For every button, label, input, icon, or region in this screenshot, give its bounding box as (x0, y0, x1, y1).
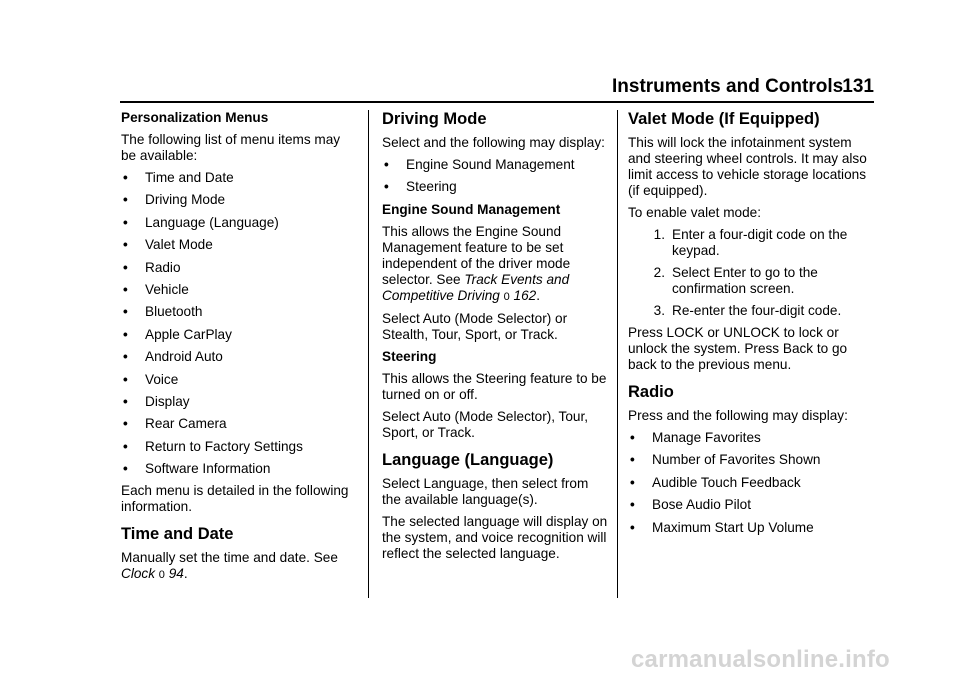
step-text: Enter a four-digit code on the keypad. (672, 227, 848, 258)
list-item-text: Time and Date (145, 170, 234, 185)
bullet-icon: • (123, 237, 128, 253)
language-heading: Language (Language) (382, 450, 554, 469)
list-item (628, 430, 878, 446)
bullet-icon: • (630, 430, 635, 445)
valet-steps-list (628, 227, 878, 319)
list-item-text: Maximum Start Up Volume (652, 519, 814, 535)
list-item (121, 282, 357, 298)
driving-mode-heading: Driving Mode (382, 110, 487, 128)
list-item-text: Number of Favorites Shown (652, 452, 821, 468)
driving-mode-list (382, 157, 608, 195)
list-item-text: Driving Mode (145, 192, 226, 208)
radio-items-list (628, 430, 878, 536)
list-item (121, 349, 357, 365)
bullet-icon: • (630, 497, 635, 513)
list-item-text: Bluetooth (145, 304, 203, 320)
time-date-text: Manually set the time and date. See Clock 0 94. (121, 550, 338, 582)
step-text: Re-enter the four-digit code. (672, 303, 842, 318)
bullet-icon: • (630, 474, 635, 490)
clock-link[interactable]: Clock 0 94 (121, 566, 184, 582)
driving-mode-intro: Select and the following may display: (382, 135, 605, 150)
list-item (628, 452, 878, 468)
list-item (382, 179, 608, 195)
esm-text: This allows the Engine Sound Management feature to be set independent of the driver mode selector. See Track Events and Competitive Driving 0 162. (382, 223, 571, 303)
list-item-text: Apple CarPlay (145, 326, 232, 342)
language-text: Select Language, then select from the available language(s). (382, 475, 589, 507)
valet-intro: To enable valet mode: (628, 205, 762, 220)
list-item-text: Return to Factory Settings (145, 438, 303, 454)
step-number: 3. (653, 303, 665, 318)
list-item-text: Valet Mode (145, 237, 213, 253)
list-item (121, 461, 357, 477)
header-rule (120, 101, 874, 103)
bullet-icon: • (384, 179, 389, 195)
bullet-icon: • (630, 519, 635, 535)
list-item-text: Display (145, 393, 190, 409)
step-number: 2. (653, 265, 665, 280)
list-item (121, 192, 357, 208)
list-item (628, 497, 878, 513)
section-title: Instruments and Controls (612, 76, 844, 97)
step-number: 1. (653, 227, 665, 242)
bullet-icon: • (123, 461, 128, 477)
column-1 (121, 110, 357, 589)
list-item (628, 520, 878, 536)
column-3 (628, 110, 878, 542)
bullet-icon: • (123, 170, 128, 185)
valet-heading: Valet Mode (If Equipped) (628, 110, 820, 128)
menu-intro: The following list of menu items may be available: (121, 132, 341, 163)
list-item (121, 327, 357, 343)
menu-items-list (121, 170, 357, 477)
list-item-text: Bose Audio Pilot (652, 497, 751, 513)
list-item-text: Language (Language) (145, 214, 279, 230)
valet-text: This will lock the infotainment system and steering wheel controls. It may also limit access to vehicle storage locations (if equipped). (628, 135, 867, 198)
bullet-icon: • (384, 157, 389, 172)
list-item-text: Vehicle (145, 281, 189, 297)
time-date-heading: Time and Date (121, 525, 234, 544)
page-ref-icon: 0 (158, 569, 165, 582)
list-item (121, 372, 357, 388)
list-item (382, 157, 608, 173)
column-divider-1 (368, 110, 369, 598)
valet-outro: Press LOCK or UNLOCK to lock or unlock the system. Press Back to go back to the previous menu. (628, 325, 848, 372)
step-text: Select Enter to go to the confirmation screen. (672, 265, 818, 296)
page-ref-icon: 0 (503, 290, 510, 303)
track-events-link[interactable]: Track Events and Competitive Driving 0 162 (382, 271, 570, 303)
bullet-icon: • (123, 371, 128, 387)
list-item-text: Software Information (145, 461, 271, 477)
list-item-text: Audible Touch Feedback (652, 474, 801, 490)
steering-heading: Steering (382, 348, 437, 364)
list-item-text: Voice (145, 371, 179, 387)
list-item (121, 237, 357, 253)
esm-heading: Engine Sound Management (382, 201, 561, 217)
radio-heading: Radio (628, 383, 674, 401)
radio-intro: Press and the following may display: (628, 408, 848, 423)
list-item-text: Manage Favorites (652, 430, 761, 445)
language-text-2: The selected language will display on the system, and voice recognition will reflect the selected language. (382, 513, 608, 561)
watermark: carmanualsonline.info (631, 646, 890, 673)
bullet-icon: • (123, 393, 128, 409)
list-item-text: Engine Sound Management (406, 157, 575, 172)
list-item (121, 170, 357, 186)
page-number: 131 (842, 76, 874, 97)
column-2 (382, 110, 608, 568)
list-item (628, 475, 878, 491)
list-item (121, 304, 357, 320)
column-divider-2 (617, 110, 618, 598)
list-item-text: Android Auto (145, 349, 223, 365)
list-item (121, 215, 357, 231)
bullet-icon: • (123, 438, 128, 454)
list-item-text: Rear Camera (145, 416, 227, 432)
list-item (121, 260, 357, 276)
bullet-icon: • (630, 452, 635, 468)
steering-text: This allows the Steering feature to be turned on or off. (382, 370, 607, 402)
bullet-icon: • (123, 259, 128, 275)
personalization-menus-heading: Personalization Menus (121, 110, 269, 125)
esm-options: Select Auto (Mode Selector) or Stealth, Tour, Sport, or Track. (382, 310, 568, 342)
bullet-icon: • (123, 304, 128, 320)
bullet-icon: • (123, 349, 128, 365)
list-item-text: Radio (145, 259, 181, 275)
step-item (628, 265, 878, 297)
bullet-icon: • (123, 281, 128, 297)
bullet-icon: • (123, 192, 128, 208)
list-item (121, 439, 357, 455)
bullet-icon: • (123, 416, 128, 432)
bullet-icon: • (123, 326, 128, 342)
step-item (628, 227, 878, 259)
list-item-text: Steering (406, 179, 457, 195)
list-item (121, 416, 357, 432)
list-item (121, 394, 357, 410)
steering-options: Select Auto (Mode Selector), Tour, Sport, or Track. (382, 408, 589, 440)
bullet-icon: • (123, 214, 128, 230)
menu-outro: Each menu is detailed in the following information. (121, 483, 349, 515)
step-item (628, 303, 878, 319)
